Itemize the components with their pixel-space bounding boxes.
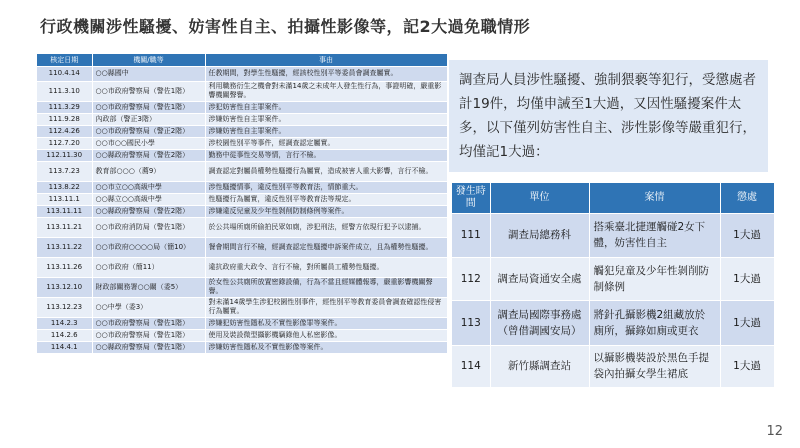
table-row: [37, 297, 447, 317]
cell-date: 112.4.26: [37, 125, 92, 137]
cell-penalty: 1大過: [720, 257, 774, 300]
cell-year: 111: [452, 213, 490, 257]
page-title: 行政機關涉性騷擾、妨害性自主、拍攝性影像等，記2大過免職情形: [40, 17, 531, 36]
cell-reason: 任教期間，對學生性騷擾，經該校性別平等委員會調查屬實。: [205, 66, 447, 81]
cell-reason: 使用及裝設微型攝影機竊錄他人私密影像。: [205, 329, 447, 341]
cell-unit: 新竹縣調查站: [490, 345, 589, 387]
cell-agency: ○○市政府警察局（警佐1階）: [92, 101, 205, 113]
table-row: [37, 161, 447, 181]
cell-case: 搭乘臺北捷運觸碰2女下體，妨害性自主: [589, 213, 720, 257]
cell-date: 110.4.14: [37, 66, 92, 81]
table-row: [37, 137, 447, 149]
cell-agency: ○○縣政府警察局（警佐1階）: [92, 341, 205, 353]
cell-reason: 調查認定對屬員權勢性騷擾行為屬實，造成被害人重大影響，言行不檢。: [205, 161, 447, 181]
cell-case: 將針孔攝影機2組藏放於廁所，攝錄如廁或更衣: [589, 300, 720, 345]
cell-agency: ○○市○○國民小學: [92, 137, 205, 149]
page-number: 12: [766, 424, 783, 439]
cell-date: 113.8.22: [37, 181, 92, 193]
cell-date: 113.11.1: [37, 193, 92, 205]
table-row: [37, 125, 447, 137]
table-row: [37, 66, 447, 81]
cell-agency: ○○中學（委3）: [92, 297, 205, 317]
cell-agency: 教育部○○○（薦9）: [92, 161, 205, 181]
table-row: [37, 149, 447, 161]
cell-reason: 涉性騷擾情事，違反性別平等教育法，情節重大。: [205, 181, 447, 193]
cell-agency: ○○市政府警察局（警佐1階）: [92, 317, 205, 329]
cell-reason: 涉嫌妨害性隱私及不實性影像等案件。: [205, 341, 447, 353]
table-row: [452, 300, 774, 345]
header-date: 核定日期: [37, 54, 92, 66]
cell-agency: ○○縣政府警察局（警佐2階）: [92, 149, 205, 161]
header-penalty: 懲處: [720, 183, 774, 213]
cell-reason: 性騷擾行為屬實，違反性別平等教育法等規定。: [205, 193, 447, 205]
table-row: [452, 257, 774, 300]
table-row: [37, 193, 447, 205]
cell-case: 觸犯兒童及少年性剝削防制條例: [589, 257, 720, 300]
header-case: 案情: [589, 183, 720, 213]
header-unit: 單位: [490, 183, 589, 213]
cell-agency: ○○縣立○○高級中學: [92, 193, 205, 205]
cell-agency: 財政部關務署○○關（委5）: [92, 277, 205, 297]
cell-reason: 涉嫌違反兒童及少年性剝削防制條例等案件。: [205, 205, 447, 217]
table-row: [37, 237, 447, 257]
cell-agency: ○○市政府○○○○局（簡10）: [92, 237, 205, 257]
header-reason: 事由: [205, 54, 447, 66]
cell-penalty: 1大過: [720, 300, 774, 345]
cell-reason: 利用職務衍生之機會對未滿14歲之未成年人發生性行為，事證明確，嚴重影響機關聲譽。: [205, 81, 447, 101]
header-time: 發生時間: [452, 183, 490, 213]
cell-reason: 餐會期間言行不檢，經調查認定性騷擾申訴案件成立，且為權勢性騷擾。: [205, 237, 447, 257]
table-row: [452, 345, 774, 387]
table-row: [37, 317, 447, 329]
dismissal-cases-table: [37, 54, 448, 353]
cell-date: 114.2.3: [37, 317, 92, 329]
table-row: [37, 329, 447, 341]
cell-date: 114.4.1: [37, 341, 92, 353]
table-header-row: [37, 54, 447, 66]
cell-agency: ○○市政府警察局（警佐1階）: [92, 329, 205, 341]
table-row: [37, 181, 447, 193]
cell-reason: 涉嫌犯妨害性隱私及不實性影像罪等案件。: [205, 317, 447, 329]
cell-case: 以攝影機裝設於黑色手提袋內拍攝女學生裙底: [589, 345, 720, 387]
cell-agency: 內政部（警正3階）: [92, 113, 205, 125]
cell-date: 113.12.10: [37, 277, 92, 297]
cell-date: 113.12.23: [37, 297, 92, 317]
cell-date: 111.9.28: [37, 113, 92, 125]
cell-agency: ○○縣國中: [92, 66, 205, 81]
cell-agency: ○○市立○○高級中學: [92, 181, 205, 193]
cell-reason: 於公共場所廁所偷拍民眾如廁，涉犯刑法，經警方依現行犯予以逮捕。: [205, 217, 447, 237]
table-row: [37, 341, 447, 353]
cell-agency: ○○市政府消防局（警佐1階）: [92, 217, 205, 237]
cell-date: 112.7.20: [37, 137, 92, 149]
cell-date: 113.11.21: [37, 217, 92, 237]
cell-unit: 調查局總務科: [490, 213, 589, 257]
cell-year: 113: [452, 300, 490, 345]
cell-agency: ○○縣政府警察局（警佐2階）: [92, 205, 205, 217]
table-row: [37, 113, 447, 125]
cell-reason: 涉校園性別平等事件，經調查認定屬實。: [205, 137, 447, 149]
cell-date: 113.7.23: [37, 161, 92, 181]
cell-year: 114: [452, 345, 490, 387]
table-row: [37, 277, 447, 297]
cell-year: 112: [452, 257, 490, 300]
table-row: [37, 205, 447, 217]
cell-agency: ○○市政府警察局（警佐1階）: [92, 81, 205, 101]
table-row: [37, 101, 447, 113]
cell-penalty: 1大過: [720, 345, 774, 387]
cell-unit: 調查局資通安全處: [490, 257, 589, 300]
header-agency: 機關/職等: [92, 54, 205, 66]
cell-penalty: 1大過: [720, 213, 774, 257]
cell-date: 112.11.30: [37, 149, 92, 161]
cell-agency: ○○市政府警察局（警正2階）: [92, 125, 205, 137]
cell-date: 113.11.11: [37, 205, 92, 217]
summary-callout: 調查局人員涉性騷擾、強制猥褻等犯行，受懲處者計19件，均僅申誡至1大過，又因性騷擾案件太多，以下僅列妨害性自主、涉性影像等嚴重犯行，均僅記1大過：: [449, 60, 768, 172]
cell-reason: 涉嫌妨害性自主罪案件。: [205, 125, 447, 137]
cell-reason: 對未滿14歲學生涉犯校園性別事件，經性別平等教育委員會調查確認性侵害行為屬實。: [205, 297, 447, 317]
cell-date: 111.3.10: [37, 81, 92, 101]
cell-date: 113.11.22: [37, 237, 92, 257]
investigation-bureau-table: [452, 183, 775, 387]
cell-date: 111.3.29: [37, 101, 92, 113]
table-row: [37, 81, 447, 101]
table-header-row: [452, 183, 774, 213]
cell-reason: 涉犯妨害性自主罪案件。: [205, 101, 447, 113]
cell-reason: 涉嫌妨害性自主罪案件。: [205, 113, 447, 125]
cell-date: 113.11.26: [37, 257, 92, 277]
cell-reason: 違抗政府重大政令、言行不檢，對所屬員工權勢性騷擾。: [205, 257, 447, 277]
cell-agency: ○○市政府（簡11）: [92, 257, 205, 277]
cell-reason: 於女性公共廁所放置密錄設備，行為不當且經媒體報導，嚴重影響機關聲譽。: [205, 277, 447, 297]
cell-reason: 勤務中從事性交易等情，言行不檢。: [205, 149, 447, 161]
cell-date: 114.2.6: [37, 329, 92, 341]
table-row: [37, 217, 447, 237]
table-row: [452, 213, 774, 257]
cell-unit: 調查局國際事務處（曾借調國安局）: [490, 300, 589, 345]
table-row: [37, 257, 447, 277]
